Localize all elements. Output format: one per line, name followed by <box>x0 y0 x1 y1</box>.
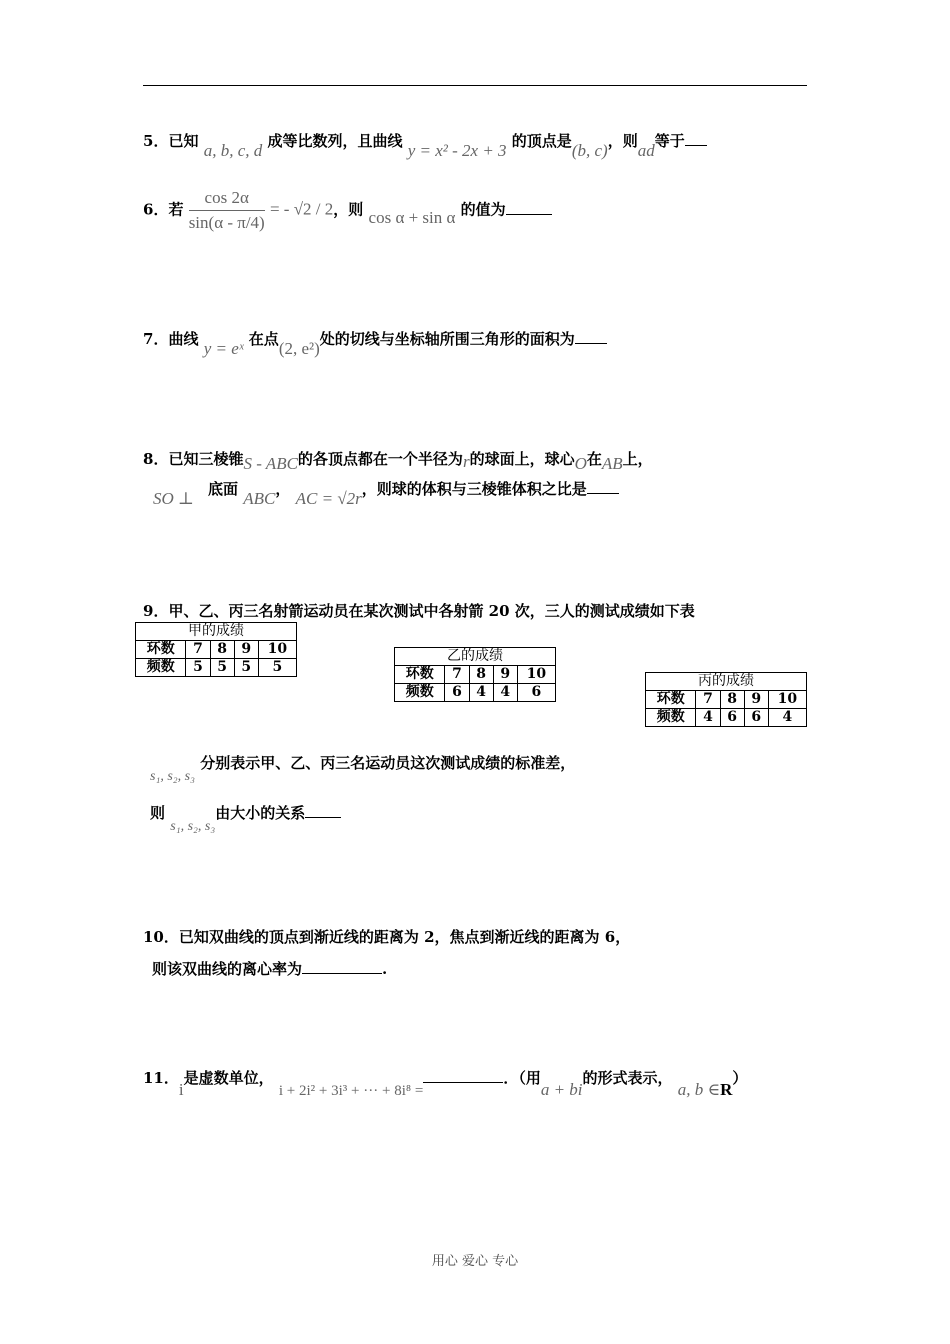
question-text: 底面 <box>208 480 239 498</box>
question-text: 的顶点是 <box>511 132 572 150</box>
question-8-line-1 <box>143 448 653 473</box>
table-cell: 5 <box>186 659 210 677</box>
question-text: 处的切线与坐标轴所围三角形的面积为 <box>319 330 575 348</box>
table-cell: 6 <box>744 709 768 727</box>
question-text: ．甲、乙、丙三名射箭运动员在某次测试中各射箭 20 次，三人的测试成绩如下表 <box>153 602 695 620</box>
math-bold-R: R <box>720 1080 733 1099</box>
table-title: 丙的成绩 <box>646 673 807 691</box>
math-expression: AC = √2r <box>295 489 362 508</box>
question-text: 的形式表示， <box>582 1069 673 1087</box>
table-cell: 9 <box>744 691 768 709</box>
question-11 <box>143 1067 748 1099</box>
question-8-line-2 <box>153 478 619 508</box>
question-text: ．已知 <box>153 132 199 150</box>
table-row <box>136 659 297 677</box>
table-cell: 7 <box>445 666 469 684</box>
row-label: 频数 <box>136 659 186 677</box>
math-expression: (2, e²) <box>278 339 320 358</box>
table-cell: 10 <box>517 666 555 684</box>
math-expression: r <box>462 452 470 471</box>
score-table-bing <box>645 672 807 727</box>
question-text: 上， <box>622 450 653 468</box>
question-number: 9 <box>143 602 154 620</box>
table-title: 甲的成绩 <box>136 623 297 641</box>
math-expression: ad <box>637 141 655 160</box>
table-cell: 5 <box>234 659 258 677</box>
math-expression: a, b, c, d <box>203 141 263 160</box>
table-cell: 10 <box>768 691 806 709</box>
question-text: ．（用 <box>503 1069 541 1087</box>
table-cell: 4 <box>469 684 493 702</box>
math-expression: y = eˣ <box>203 339 244 358</box>
question-text: 的值为 <box>460 200 506 219</box>
math-expression: AB <box>601 454 623 473</box>
answer-blank[interactable] <box>305 816 341 818</box>
question-5 <box>143 130 707 160</box>
math-expression: = - √2 / 2 <box>269 199 334 219</box>
fraction-denominator: sin(α - π/4) <box>188 213 265 232</box>
score-table-yi <box>394 647 556 702</box>
question-text: 在点 <box>248 330 279 348</box>
question-number: 10 <box>143 928 164 946</box>
question-text: 则 <box>150 804 166 822</box>
table-row <box>646 691 807 709</box>
table-row <box>395 684 556 702</box>
table-cell: 10 <box>258 641 296 659</box>
question-text: 分别表示甲、乙、丙三名运动员这次测试成绩的标准差， <box>200 754 576 772</box>
question-text: ．已知三棱锥 <box>153 450 244 468</box>
math-expression: O <box>574 454 587 473</box>
table-cell: 4 <box>493 684 517 702</box>
table-cell: 9 <box>234 641 258 659</box>
question-number: 7 <box>143 330 154 348</box>
table-cell: 4 <box>696 709 720 727</box>
question-text: ，则 <box>333 200 364 219</box>
question-number: 6 <box>143 200 154 219</box>
math-expression: a + bi <box>540 1080 583 1099</box>
question-text: ，则球的体积与三棱锥体积之比是 <box>361 480 587 498</box>
question-text: ．曲线 <box>153 330 199 348</box>
answer-blank[interactable] <box>302 972 382 974</box>
math-expression: SO ⊥ <box>153 489 195 508</box>
row-label: 环数 <box>136 641 186 659</box>
math-expression: ABC <box>243 489 276 508</box>
row-label: 环数 <box>395 666 445 684</box>
math-expression: i <box>178 1080 184 1099</box>
table-cell: 7 <box>186 641 210 659</box>
table-row <box>646 709 807 727</box>
question-10-line-1 <box>143 926 630 947</box>
question-text: 在 <box>586 450 602 468</box>
table-cell: 5 <box>258 659 296 677</box>
table-cell: 4 <box>768 709 806 727</box>
table-cell: 7 <box>696 691 720 709</box>
table-row <box>136 641 297 659</box>
question-6 <box>143 188 552 233</box>
fraction-numerator: cos 2α <box>189 188 265 211</box>
table-cell: 6 <box>517 684 555 702</box>
answer-blank[interactable] <box>423 1081 503 1083</box>
math-expression: s₁, s₂, s₃ <box>150 769 195 784</box>
question-number: 5 <box>143 132 154 150</box>
question-text: 则该双曲线的离心率为 <box>152 960 303 978</box>
answer-blank[interactable] <box>587 492 619 494</box>
question-text: 的各顶点都在一个半径为 <box>297 450 463 468</box>
row-label: 环数 <box>646 691 696 709</box>
table-cell: 6 <box>445 684 469 702</box>
math-expression: S - ABC <box>243 454 298 473</box>
table-cell: 8 <box>720 691 744 709</box>
answer-blank[interactable] <box>575 342 607 344</box>
question-text: ．已知双曲线的顶点到渐近线的距离为 2，焦点到渐近线的距离为 6， <box>163 928 631 946</box>
math-expression: cos α + sin α <box>368 207 456 227</box>
question-9-line-3 <box>150 802 341 834</box>
question-10-line-2 <box>152 958 387 979</box>
question-text: ，则 <box>607 132 638 150</box>
table-cell: 8 <box>469 666 493 684</box>
question-number: 11 <box>143 1069 164 1087</box>
table-row <box>395 666 556 684</box>
math-expression: i + 2i² + 3i³ + ··· + 8i⁸ = <box>278 1083 424 1099</box>
math-expression: (b, c) <box>571 141 608 160</box>
table-cell: 5 <box>210 659 234 677</box>
table-title: 乙的成绩 <box>395 648 556 666</box>
question-7 <box>143 328 607 358</box>
score-table-jia <box>135 622 297 677</box>
table-cell: 9 <box>493 666 517 684</box>
math-expression: y = x² - 2x + 3 <box>407 141 507 160</box>
question-text: ．若 <box>153 200 184 219</box>
fraction <box>189 188 265 233</box>
page-footer: 用心 爱心 专心 <box>431 1254 519 1269</box>
math-expression: a, b ∈ <box>677 1080 721 1099</box>
question-text: ） <box>732 1069 748 1087</box>
question-text: ， <box>275 480 291 498</box>
question-9-line-2 <box>150 752 576 784</box>
question-text: ． <box>163 1069 179 1087</box>
question-text: 等于 <box>654 132 685 150</box>
question-text: 是虚数单位， <box>183 1069 274 1087</box>
question-9 <box>143 600 695 621</box>
row-label: 频数 <box>395 684 445 702</box>
question-text: 成等比数列，且曲线 <box>267 132 403 150</box>
math-expression: s₁, s₂, s₃ <box>170 819 216 834</box>
question-text: . <box>382 960 388 978</box>
question-text: 由大小的关系 <box>215 804 306 822</box>
question-text: 的球面上，球心 <box>469 450 575 468</box>
row-label: 频数 <box>646 709 696 727</box>
answer-blank[interactable] <box>506 213 552 215</box>
header-rule <box>143 85 807 86</box>
question-number: 8 <box>143 450 154 468</box>
table-cell: 8 <box>210 641 234 659</box>
table-cell: 6 <box>720 709 744 727</box>
answer-blank[interactable] <box>685 144 707 146</box>
